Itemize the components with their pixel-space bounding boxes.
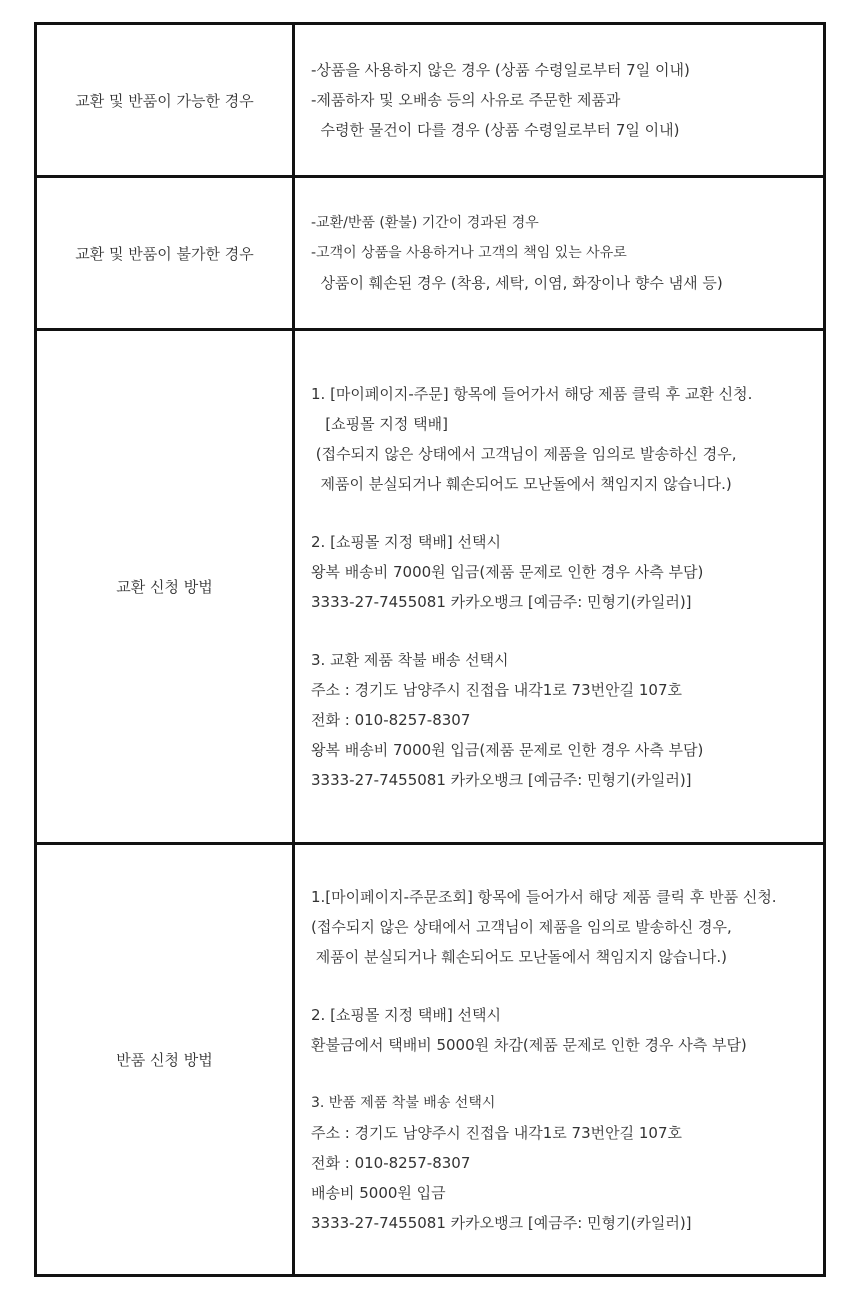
content-line: 전화 : 010-8257-8307	[311, 1153, 471, 1172]
step-3-block	[311, 1088, 823, 1238]
content-line: 주소 : 경기도 남양주시 진접읍 내각1로 73번안길 107호	[311, 680, 683, 699]
table-row-exchange-method	[37, 331, 823, 845]
content-line: 3333-27-7455081 카카오뱅크 [예금주: 민형기(카일러)]	[311, 1213, 692, 1232]
table-row-exchange-return-allowed	[37, 25, 823, 178]
block-spacer	[311, 499, 823, 527]
block-spacer	[311, 1060, 823, 1088]
step-2-block	[311, 1000, 823, 1060]
content-line: 3333-27-7455081 카카오뱅크 [예금주: 민형기(카일러)]	[311, 592, 692, 611]
step-3-block	[311, 645, 823, 795]
content-line: (접수되지 않은 상태에서 고객님이 제품을 임의로 발송하신 경우,	[311, 917, 732, 936]
row-label-cell	[37, 25, 295, 175]
block-spacer	[311, 972, 823, 1000]
content-line: [쇼핑몰 지정 택배]	[311, 414, 448, 433]
content-line: 전화 : 010-8257-8307	[311, 710, 471, 729]
row-content-cell	[295, 178, 823, 328]
table-row-return-method	[37, 845, 823, 1274]
content-line: 제품이 분실되거나 훼손되어도 모난돌에서 책임지지 않습니다.)	[311, 474, 732, 493]
row-label: 교환 신청 방법	[116, 578, 213, 596]
row-label-cell	[37, 845, 295, 1274]
row-content-cell	[295, 845, 823, 1274]
row-label: 반품 신청 방법	[116, 1051, 213, 1069]
content-line: 수령한 물건이 다를 경우 (상품 수령일로부터 7일 이내)	[311, 121, 680, 139]
step-1-block	[311, 882, 823, 972]
content-line: -고객이 상품을 사용하거나 고객의 책임 있는 사유로	[311, 245, 627, 261]
content-line: 제품이 분실되거나 훼손되어도 모난돌에서 책임지지 않습니다.)	[311, 947, 727, 966]
row-content-cell	[295, 25, 823, 175]
step-2-block	[311, 527, 823, 617]
row-label-cell	[37, 178, 295, 328]
exchange-return-policy-table	[34, 22, 826, 1277]
row-label: 교환 및 반품이 가능한 경우	[75, 91, 254, 110]
step-1-block	[311, 379, 823, 499]
content-line: 1. [마이페이지-주문] 항목에 들어가서 해당 제품 클릭 후 교환 신청.	[311, 384, 753, 403]
content-line: -상품을 사용하지 않은 경우 (상품 수령일로부터 7일 이내)	[311, 61, 690, 79]
content-line: 3. 교환 제품 착불 배송 선택시	[311, 650, 509, 669]
row-content-cell	[295, 331, 823, 842]
content-line: 왕복 배송비 7000원 입금(제품 문제로 인한 경우 사측 부담)	[311, 740, 704, 759]
content-line: 2. [쇼핑몰 지정 택배] 선택시	[311, 532, 501, 551]
content-line: 배송비 5000원 입금	[311, 1183, 446, 1202]
content-line: 3. 반품 제품 착불 배송 선택시	[311, 1094, 496, 1111]
content-line: 1.[마이페이지-주문조회] 항목에 들어가서 해당 제품 클릭 후 반품 신청.	[311, 887, 777, 906]
table-row-exchange-return-not-allowed	[37, 178, 823, 331]
content-line: -교환/반품 (환불) 기간이 경과된 경우	[311, 215, 539, 231]
row-label-cell	[37, 331, 295, 842]
content-line: 주소 : 경기도 남양주시 진접읍 내각1로 73번안길 107호	[311, 1123, 683, 1142]
block-spacer	[311, 617, 823, 645]
content-line: 3333-27-7455081 카카오뱅크 [예금주: 민형기(카일러)]	[311, 770, 692, 789]
content-line: -제품하자 및 오배송 등의 사유로 주문한 제품과	[311, 91, 621, 109]
content-line: (접수되지 않은 상태에서 고객님이 제품을 임의로 발송하신 경우,	[311, 444, 737, 463]
content-line: 왕복 배송비 7000원 입금(제품 문제로 인한 경우 사측 부담)	[311, 562, 704, 581]
content-line: 2. [쇼핑몰 지정 택배] 선택시	[311, 1005, 501, 1024]
content-line: 환불금에서 택배비 5000원 차감(제품 문제로 인한 경우 사측 부담)	[311, 1035, 747, 1054]
row-label: 교환 및 반품이 불가한 경우	[75, 244, 254, 263]
content-line: 상품이 훼손된 경우 (착용, 세탁, 이염, 화장이나 향수 냄새 등)	[311, 274, 723, 292]
